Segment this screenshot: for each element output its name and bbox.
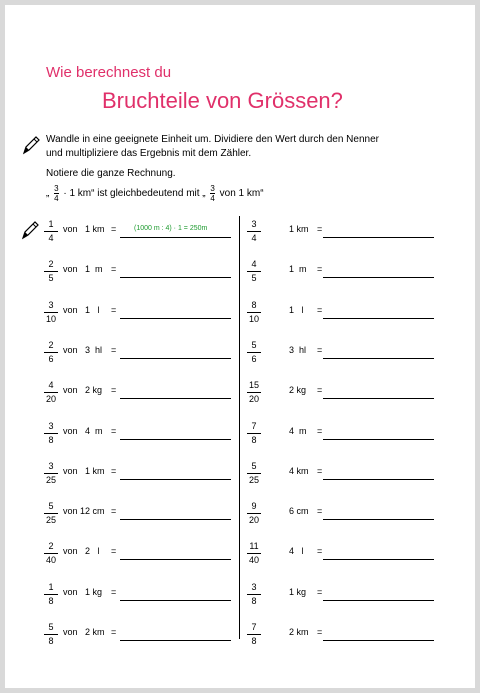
right-answer-line[interactable]	[323, 640, 434, 641]
title-small: Wie berechnest du	[46, 64, 172, 81]
left-quantity: von 1 l	[63, 305, 100, 315]
right-quantity: 6 cm	[289, 506, 309, 516]
left-fraction: 1 8	[43, 582, 59, 607]
right-fraction: 7 8	[246, 421, 262, 446]
left-answer-line[interactable]	[120, 398, 231, 399]
right-answer-line[interactable]	[323, 398, 434, 399]
right-fraction: 8 10	[248, 300, 259, 324]
right-quantity: 3 hl	[289, 345, 307, 355]
example-text-b: von 1 km“	[219, 188, 264, 200]
example-text-a: · 1 km“ ist gleichbedeutend mit „	[63, 188, 206, 200]
right-fraction: 4 5	[246, 259, 262, 284]
left-quantity: von 3 hl	[63, 345, 103, 355]
left-fraction: 3 8	[43, 421, 59, 446]
right-fraction: 15 20	[248, 380, 259, 404]
left-fraction: 3 25	[45, 461, 56, 485]
pencil-icon	[21, 134, 41, 156]
right-answer-line[interactable]	[323, 519, 434, 520]
left-equals: =	[111, 345, 117, 355]
right-quantity: 4 km	[289, 466, 309, 476]
right-equals: =	[317, 587, 323, 597]
pencil-icon	[20, 219, 40, 241]
instruction-line-2: und multipliziere das Ergebnis mit dem Zähler.	[46, 148, 252, 159]
right-equals: =	[317, 264, 323, 274]
left-equals: =	[111, 627, 117, 637]
left-quantity: von 2 km	[63, 627, 105, 637]
left-quantity: von 1 m	[63, 264, 103, 274]
left-fraction: 2 6	[43, 340, 59, 365]
right-quantity: 1 l	[289, 305, 304, 315]
left-quantity: von 1 km	[63, 466, 105, 476]
right-fraction: 11 40	[248, 541, 259, 565]
right-equals: =	[317, 506, 323, 516]
left-equals: =	[111, 385, 117, 395]
page-title: Bruchteile von Grössen?	[102, 88, 343, 113]
right-equals: =	[317, 627, 323, 637]
left-equals: =	[111, 305, 117, 315]
right-equals: =	[317, 466, 323, 476]
left-fraction: 2 5	[43, 259, 59, 284]
right-fraction: 3 4	[246, 219, 262, 244]
left-fraction: 2 40	[45, 541, 56, 565]
right-equals: =	[317, 426, 323, 436]
right-quantity: 1 m	[289, 264, 307, 274]
left-answer-line[interactable]	[120, 600, 231, 601]
example-fraction: $\frac{3}{4}$	[54, 184, 59, 203]
right-fraction: 5 25	[248, 461, 259, 485]
right-answer-line[interactable]	[323, 559, 434, 560]
right-answer-line[interactable]	[323, 318, 434, 319]
left-answer-line[interactable]	[120, 237, 231, 238]
left-quantity: von 12 cm	[63, 506, 105, 516]
left-quantity: von 1 km	[63, 224, 105, 234]
left-answer-line[interactable]	[120, 559, 231, 560]
right-fraction: 7 8	[246, 622, 262, 647]
left-quantity: von 4 m	[63, 426, 103, 436]
right-answer-line[interactable]	[323, 600, 434, 601]
left-equals: =	[111, 224, 117, 234]
left-equals: =	[111, 264, 117, 274]
right-quantity: 1 km	[289, 224, 309, 234]
example-line	[46, 184, 264, 203]
left-equals: =	[111, 426, 117, 436]
right-equals: =	[317, 385, 323, 395]
right-answer-line[interactable]	[323, 277, 434, 278]
right-quantity: 2 kg	[289, 385, 307, 395]
right-answer-line[interactable]	[323, 237, 434, 238]
right-answer-line[interactable]	[323, 358, 434, 359]
left-answer-line[interactable]	[120, 519, 231, 520]
left-fraction: 5 25	[45, 501, 56, 525]
right-equals: =	[317, 345, 323, 355]
right-quantity: 4 l	[289, 546, 304, 556]
right-quantity: 2 km	[289, 627, 309, 637]
right-fraction: 9 20	[248, 501, 259, 525]
instruction-line-3: Notiere die ganze Rechnung.	[46, 168, 176, 179]
right-equals: =	[317, 305, 323, 315]
left-equals: =	[111, 506, 117, 516]
right-answer-line[interactable]	[323, 479, 434, 480]
right-answer-line[interactable]	[323, 439, 434, 440]
left-quantity: von 2 l	[63, 546, 100, 556]
right-equals: =	[317, 546, 323, 556]
left-answer-line[interactable]	[120, 277, 231, 278]
right-equals: =	[317, 224, 323, 234]
right-fraction: 3 8	[246, 582, 262, 607]
left-answer-line[interactable]	[120, 439, 231, 440]
left-equals: =	[111, 587, 117, 597]
left-answer-line[interactable]	[120, 358, 231, 359]
right-fraction: 5 6	[246, 340, 262, 365]
right-quantity: 1 kg	[289, 587, 307, 597]
left-equals: =	[111, 546, 117, 556]
left-answer-line[interactable]	[120, 640, 231, 641]
left-quantity: von 1 kg	[63, 587, 103, 597]
example-open-quote: „	[46, 188, 50, 200]
right-quantity: 4 m	[289, 426, 307, 436]
column-divider	[239, 216, 240, 639]
left-fraction: 5 8	[43, 622, 59, 647]
left-fraction: 3 10	[45, 300, 56, 324]
instruction-line-1: Wandle in eine geeignete Einheit um. Dividiere den Wert durch den Nenner	[46, 134, 379, 145]
example-fraction-2: $\frac{3}{4}$	[210, 184, 215, 203]
left-equals: =	[111, 466, 117, 476]
left-answer-line[interactable]	[120, 479, 231, 480]
left-fraction: 1 4	[43, 219, 59, 244]
left-quantity: von 2 kg	[63, 385, 103, 395]
left-answer-line[interactable]	[120, 318, 231, 319]
left-fraction: 4 20	[45, 380, 56, 404]
left-answer-text: (1000 m : 4) · 1 = 250m	[134, 225, 208, 232]
